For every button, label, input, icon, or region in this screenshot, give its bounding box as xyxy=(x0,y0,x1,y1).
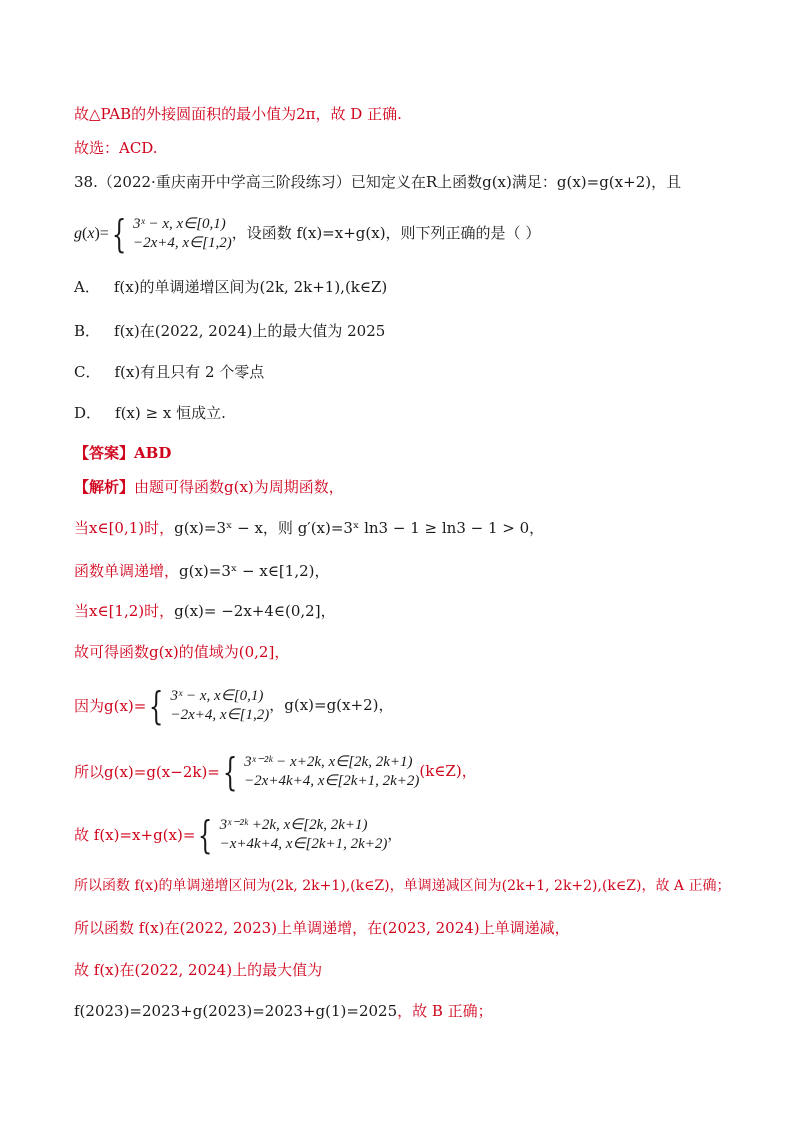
option-d: D． f(x) ≥ x 恒成立. xyxy=(74,404,226,422)
piecewise-definition: g ( x )= { 3ˣ − x, x∈[0,1) −2x+4, x∈[1,2) ，设函数 f(x)=x+g(x)，则下列正确的是（ ） xyxy=(74,212,541,256)
solution-line-7: 所以g(x)=g(x−2k)= { 3ˣ⁻²ᵏ − x+2k, x∈[2k, 2k+1) −2x+4k+4, x∈[2k+1, 2k+2) (k∈Z)， xyxy=(74,750,477,794)
question-stem-tail: ，设函数 f(x)=x+g(x)，则下列正确的是（ ） xyxy=(231,224,541,242)
solution-line-4: 当x∈[1,2)时，g(x)= −2x+4∈(0,2]， xyxy=(74,602,336,620)
question-stem xyxy=(74,172,681,192)
answer-line: 【答案】ABD xyxy=(74,444,172,462)
piecewise-cases: 3ˣ − x, x∈[0,1) −2x+4, x∈[1,2) xyxy=(170,688,270,723)
solution-line-12: f(2023)=2023+g(2023)=2023+g(1)=2025，故 B 正确； xyxy=(74,1002,493,1020)
solution-line-11: 故 f(x)在(2022, 2024)上的最大值为 xyxy=(74,961,323,979)
solution-line-9: 所以函数 f(x)的单调递增区间为(2k, 2k+1),(k∈Z)，单调递减区间为(2k+1, 2k+2),(k∈Z)，故 A 正确； xyxy=(74,878,731,894)
question-source: （2022·重庆南开中学高三阶段练习） xyxy=(97,173,351,191)
brace: { xyxy=(149,684,164,728)
piecewise-cases xyxy=(133,215,232,253)
solution-line-8: 故 f(x)=x+g(x)= { 3ˣ⁻²ᵏ +2k, x∈[2k, 2k+1) −x+4k+4, x∈[2k+1, 2k+2) ， xyxy=(74,813,403,857)
brace: { xyxy=(111,212,127,256)
piecewise-cases: 3ˣ⁻²ᵏ +2k, x∈[2k, 2k+1) −x+4k+4, x∈[2k+1, 2k+2) xyxy=(219,817,388,852)
question-number: 38. xyxy=(74,173,98,191)
brace: { xyxy=(198,813,213,857)
solution-line-10: 所以函数 f(x)在(2022, 2023)上单调递增，在(2023, 2024)上单调递减， xyxy=(74,919,570,937)
question-stem-text: 已知定义在R上函数g(x)满足：g(x)=g(x+2)，且 xyxy=(350,173,682,191)
case-1: 3ˣ − x, x∈[0,1) xyxy=(132,216,226,232)
option-c: C． f(x)有且只有 2 个零点 xyxy=(74,363,265,381)
option-a: A． f(x)的单调递增区间为(2k, 2k+1),(k∈Z) xyxy=(74,278,388,296)
option-b: B． f(x)在(2022, 2024)上的最大值为 2025 xyxy=(74,322,386,340)
choice-line: 故选：ACD. xyxy=(74,139,158,157)
brace: { xyxy=(222,750,238,794)
piecewise-cases: 3ˣ⁻²ᵏ − x+2k, x∈[2k, 2k+1) −2x+4k+4, x∈[2k+1, 2k+2) xyxy=(244,754,420,789)
solution-line-1: 【解析】由题可得函数g(x)为周期函数， xyxy=(74,478,344,496)
conclusion-line: 故△PAB的外接圆面积的最小值为2π，故 D 正确. xyxy=(74,105,402,123)
solution-line-5: 故可得函数g(x)的值域为(0,2]， xyxy=(74,643,290,661)
solution-line-3: 函数单调递增，g(x)=3ˣ − x∈[1,2)， xyxy=(74,562,330,580)
solution-line-2: 当x∈[0,1)时，g(x)=3ˣ − x，则 g′(x)=3ˣ ln3 − 1 ≥ ln3 − 1 > 0， xyxy=(74,519,545,537)
solution-line-6: 因为g(x)= { 3ˣ − x, x∈[0,1) −2x+4, x∈[1,2) ，g(x)=g(x+2)， xyxy=(74,684,394,728)
case-2: −2x+4, x∈[1,2) xyxy=(132,235,232,251)
